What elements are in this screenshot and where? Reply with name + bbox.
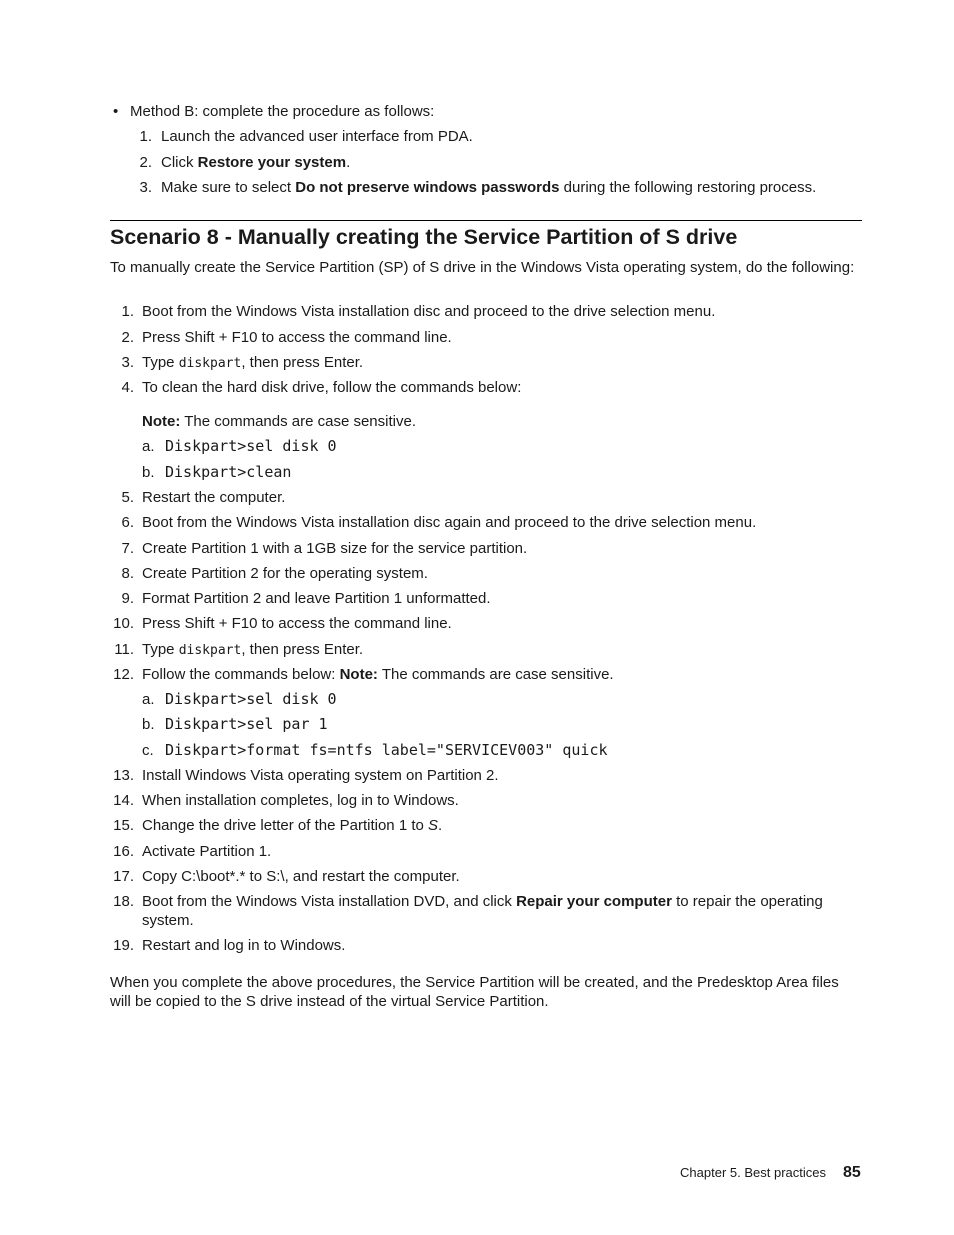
step-text: Create Partition 1 with a 1GB size for the service partition.	[142, 540, 528, 557]
substep-letter: b.	[142, 464, 155, 481]
conclusion-paragraph: When you complete the above procedures, the Service Partition will be created, and the Predesktop Area files will be copied to the S drive instead of the virtual Service Partition.	[110, 974, 839, 1010]
step-text: Create Partition 2 for the operating system.	[142, 565, 428, 582]
command-code: Diskpart>sel disk 0	[165, 437, 337, 455]
step-text: Restart and log in to Windows.	[142, 937, 346, 954]
step-number: 19.	[113, 937, 134, 954]
command-code: Diskpart>sel par 1	[165, 715, 328, 733]
step-number: 15.	[113, 817, 134, 834]
drive-letter: S	[428, 817, 439, 834]
method-b-intro: Method B: complete the procedure as follows:	[130, 103, 435, 120]
step-text: Copy C:\boot*.* to S:\, and restart the computer.	[142, 868, 460, 885]
method-b-step-text: Launch the advanced user interface from PDA.	[161, 128, 473, 145]
command-code: Diskpart>sel disk 0	[165, 690, 337, 708]
step-text: Change the drive letter of the Partition 1 to S.	[142, 817, 443, 834]
method-b-step-text: Click Restore your system.	[161, 154, 351, 171]
command-code: diskpart	[178, 643, 242, 658]
step-text: Press Shift + F10 to access the command line.	[142, 615, 452, 632]
ui-term: Repair your computer	[516, 893, 672, 910]
step-number: 6.	[121, 514, 134, 531]
step-number: 8.	[121, 565, 134, 582]
step-number: 13.	[113, 767, 134, 784]
substep-letter: a.	[142, 438, 155, 455]
step-number: 7.	[121, 540, 134, 557]
section-intro: To manually create the Service Partition (SP) of S drive in the Windows Vista operating system, do the following:	[110, 259, 855, 276]
section-title: Scenario 8 - Manually creating the Service Partition of S drive	[110, 225, 738, 249]
step-text: Format Partition 2 and leave Partition 1 unformatted.	[142, 590, 491, 607]
step-text: When installation completes, log in to Windows.	[142, 792, 459, 809]
command-code: diskpart	[178, 356, 242, 371]
page-number: 85	[843, 1164, 861, 1181]
note: Note: The commands are case sensitive.	[142, 413, 416, 430]
substep-letter: a.	[142, 691, 155, 708]
step-text: Boot from the Windows Vista installation disc and proceed to the drive selection menu.	[142, 303, 716, 320]
step-number: 17.	[113, 868, 134, 885]
step-text: Press Shift + F10 to access the command line.	[142, 329, 452, 346]
method-b-step-text: Make sure to select Do not preserve windows passwords during the following restoring process.	[161, 179, 817, 196]
command-code: Diskpart>format fs=ntfs label="SERVICEV003" quick	[165, 741, 608, 759]
command-code: Diskpart>clean	[165, 463, 292, 481]
footer-chapter: Chapter 5. Best practices	[680, 1165, 826, 1180]
method-b-step-number: 1.	[139, 128, 152, 145]
step-text: Type diskpart, then press Enter.	[142, 641, 364, 658]
step-number: 12.	[113, 666, 134, 683]
step-number: 11.	[114, 641, 134, 658]
step-number: 18.	[113, 893, 134, 910]
step-number: 2.	[121, 329, 134, 346]
bullet-marker: •	[113, 103, 119, 120]
substep-letter: c.	[142, 742, 154, 759]
ui-term: Restore your system	[197, 154, 347, 171]
step-number: 14.	[113, 792, 134, 809]
step-text: Type diskpart, then press Enter.	[142, 354, 364, 371]
step-number: 3.	[121, 354, 134, 371]
step-number: 5.	[121, 489, 134, 506]
method-b-step-number: 2.	[139, 154, 152, 171]
step-text: Follow the commands below: Note: The commands are case sensitive.	[142, 666, 614, 683]
ui-term: Do not preserve windows passwords	[295, 179, 560, 196]
step-text: Boot from the Windows Vista installation DVD, and click Repair your computer to repair the operating system.	[142, 893, 823, 929]
step-number: 1.	[121, 303, 134, 320]
section-divider	[110, 220, 862, 221]
substep-letter: b.	[142, 716, 155, 733]
method-b-step-number: 3.	[139, 179, 152, 196]
step-number: 4.	[121, 379, 134, 396]
step-text: To clean the hard disk drive, follow the commands below:	[142, 379, 522, 396]
step-text: Restart the computer.	[142, 489, 286, 506]
note-label: Note:	[339, 666, 378, 683]
step-number: 9.	[121, 590, 134, 607]
step-text: Boot from the Windows Vista installation disc again and proceed to the drive selection menu.	[142, 514, 757, 531]
note-label: Note:	[142, 413, 181, 430]
step-number: 10.	[113, 615, 134, 632]
step-text: Activate Partition 1.	[142, 843, 272, 860]
step-number: 16.	[113, 843, 134, 860]
step-text: Install Windows Vista operating system on Partition 2.	[142, 767, 499, 784]
